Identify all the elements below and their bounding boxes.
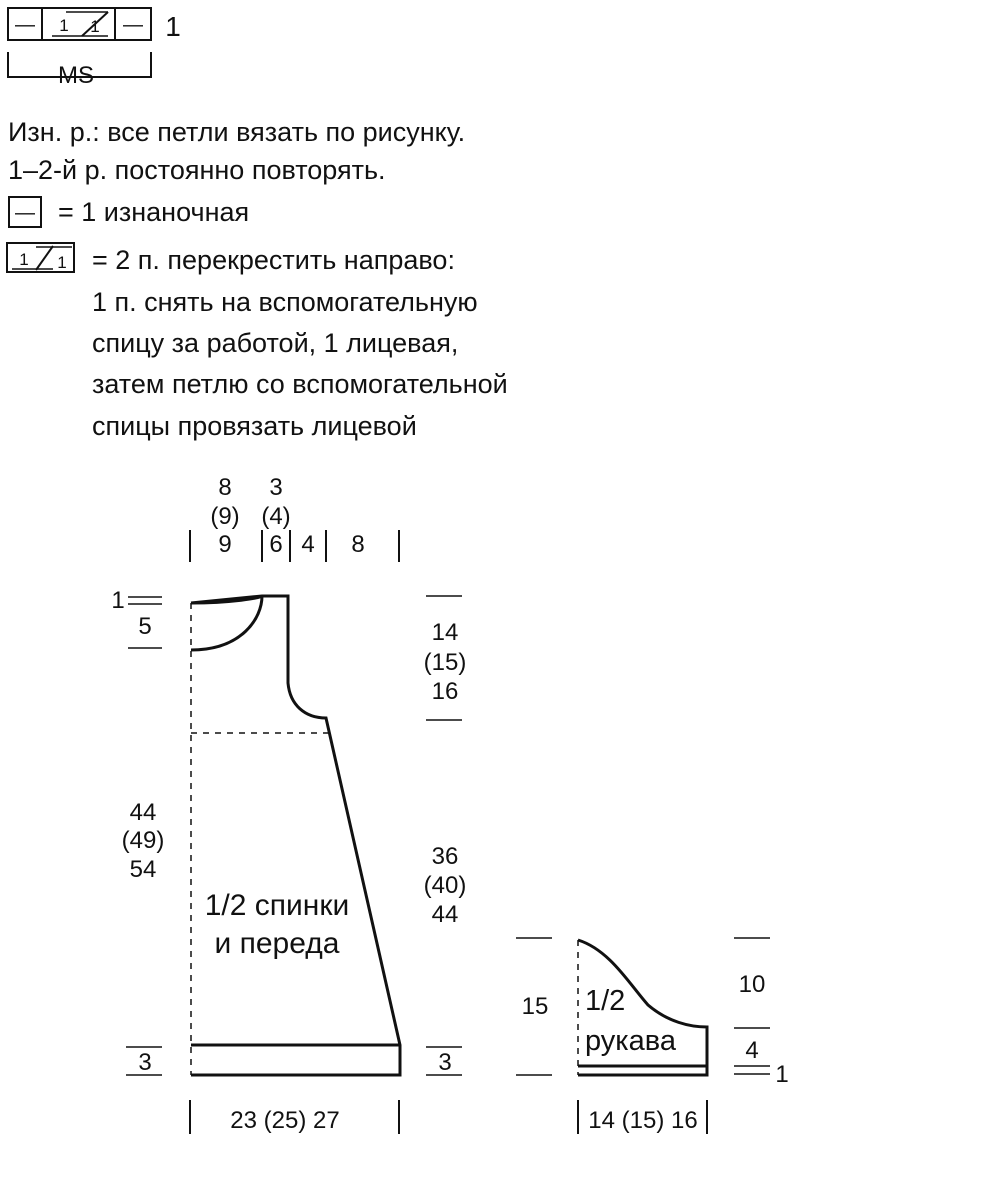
right-hem-dim: 3 — [438, 1049, 452, 1076]
instruction-line-1: Изн. р.: все петли вязать по рисунку. — [8, 117, 466, 147]
chart-cell-purl-left: — — [15, 14, 35, 36]
neck-width-dim-2: (9) — [210, 503, 240, 530]
side-length-dim-3: 44 — [431, 901, 459, 928]
side-length-dim-1: 36 — [431, 843, 459, 870]
body-label-line-2: и переда — [214, 927, 340, 960]
body-neckline — [191, 596, 262, 650]
cross-legend-text-3: спицу за работой, 1 лицевая, — [92, 328, 459, 358]
neck-width-dim-3: 9 — [218, 531, 232, 558]
bottom-width-dim: 23 (25) 27 — [230, 1107, 340, 1134]
neck-depth-dim: 5 — [138, 613, 152, 640]
chart-cell-purl-right: — — [123, 14, 143, 36]
sleeve-cuff-step-dim: 1 — [775, 1061, 789, 1088]
sleeve-label-line-2: рукава — [585, 1025, 676, 1057]
cross-symbol-left-digit: 1 — [19, 250, 29, 269]
length-dim-3: 54 — [129, 856, 157, 883]
chart-cell-cross-left: 1 — [59, 16, 69, 35]
instruction-line-2: 1–2-й р. постоянно повторять. — [8, 155, 386, 185]
cross-legend-text-2: 1 п. снять на вспомогательную — [92, 287, 478, 317]
chart-repeat-label: MS — [58, 62, 94, 89]
chart-cell-cross-right: 1 — [90, 17, 100, 36]
cross-legend-text-4: затем петлю со вспомогательной — [92, 369, 508, 399]
body-outline — [191, 596, 400, 1075]
left-hem-dim: 3 — [138, 1049, 152, 1076]
sleeve-width-dim: 14 (15) 16 — [588, 1107, 698, 1134]
shoulder-b-dim: 4 — [301, 531, 315, 558]
sleeve-cap-height-dim: 10 — [738, 971, 766, 998]
shoulder-a-dim-1: 3 — [269, 474, 283, 501]
armhole-height-dim-3: 16 — [431, 678, 459, 705]
armhole-height-dim-1: 14 — [431, 619, 459, 646]
cross-legend-text-5: спицы провязать лицевой — [92, 411, 417, 441]
chart-row-number: 1 — [165, 11, 181, 42]
sleeve-cuff-dim: 4 — [745, 1037, 759, 1064]
purl-symbol-glyph: — — [15, 202, 35, 224]
cross-symbol-right-digit: 1 — [57, 253, 67, 272]
shoulder-a-dim-2: (4) — [261, 503, 291, 530]
length-dim-2: (49) — [121, 827, 165, 854]
sleeve-label-line-1: 1/2 — [585, 985, 626, 1017]
side-length-dim-2: (40) — [423, 872, 467, 899]
purl-legend-text: = 1 изнаночная — [58, 197, 250, 227]
armhole-height-dim-2: (15) — [423, 649, 467, 676]
armhole-width-dim: 8 — [351, 531, 365, 558]
body-label-line-1: 1/2 спинки — [204, 889, 350, 922]
length-dim-1: 44 — [129, 799, 157, 826]
shoulder-a-dim-3: 6 — [269, 531, 283, 558]
sleeve-height-dim: 15 — [521, 993, 549, 1020]
cross-legend-text-1: = 2 п. перекрестить направо: — [92, 245, 455, 275]
top-step-dim: 1 — [111, 587, 125, 614]
neck-width-dim-1: 8 — [218, 474, 232, 501]
